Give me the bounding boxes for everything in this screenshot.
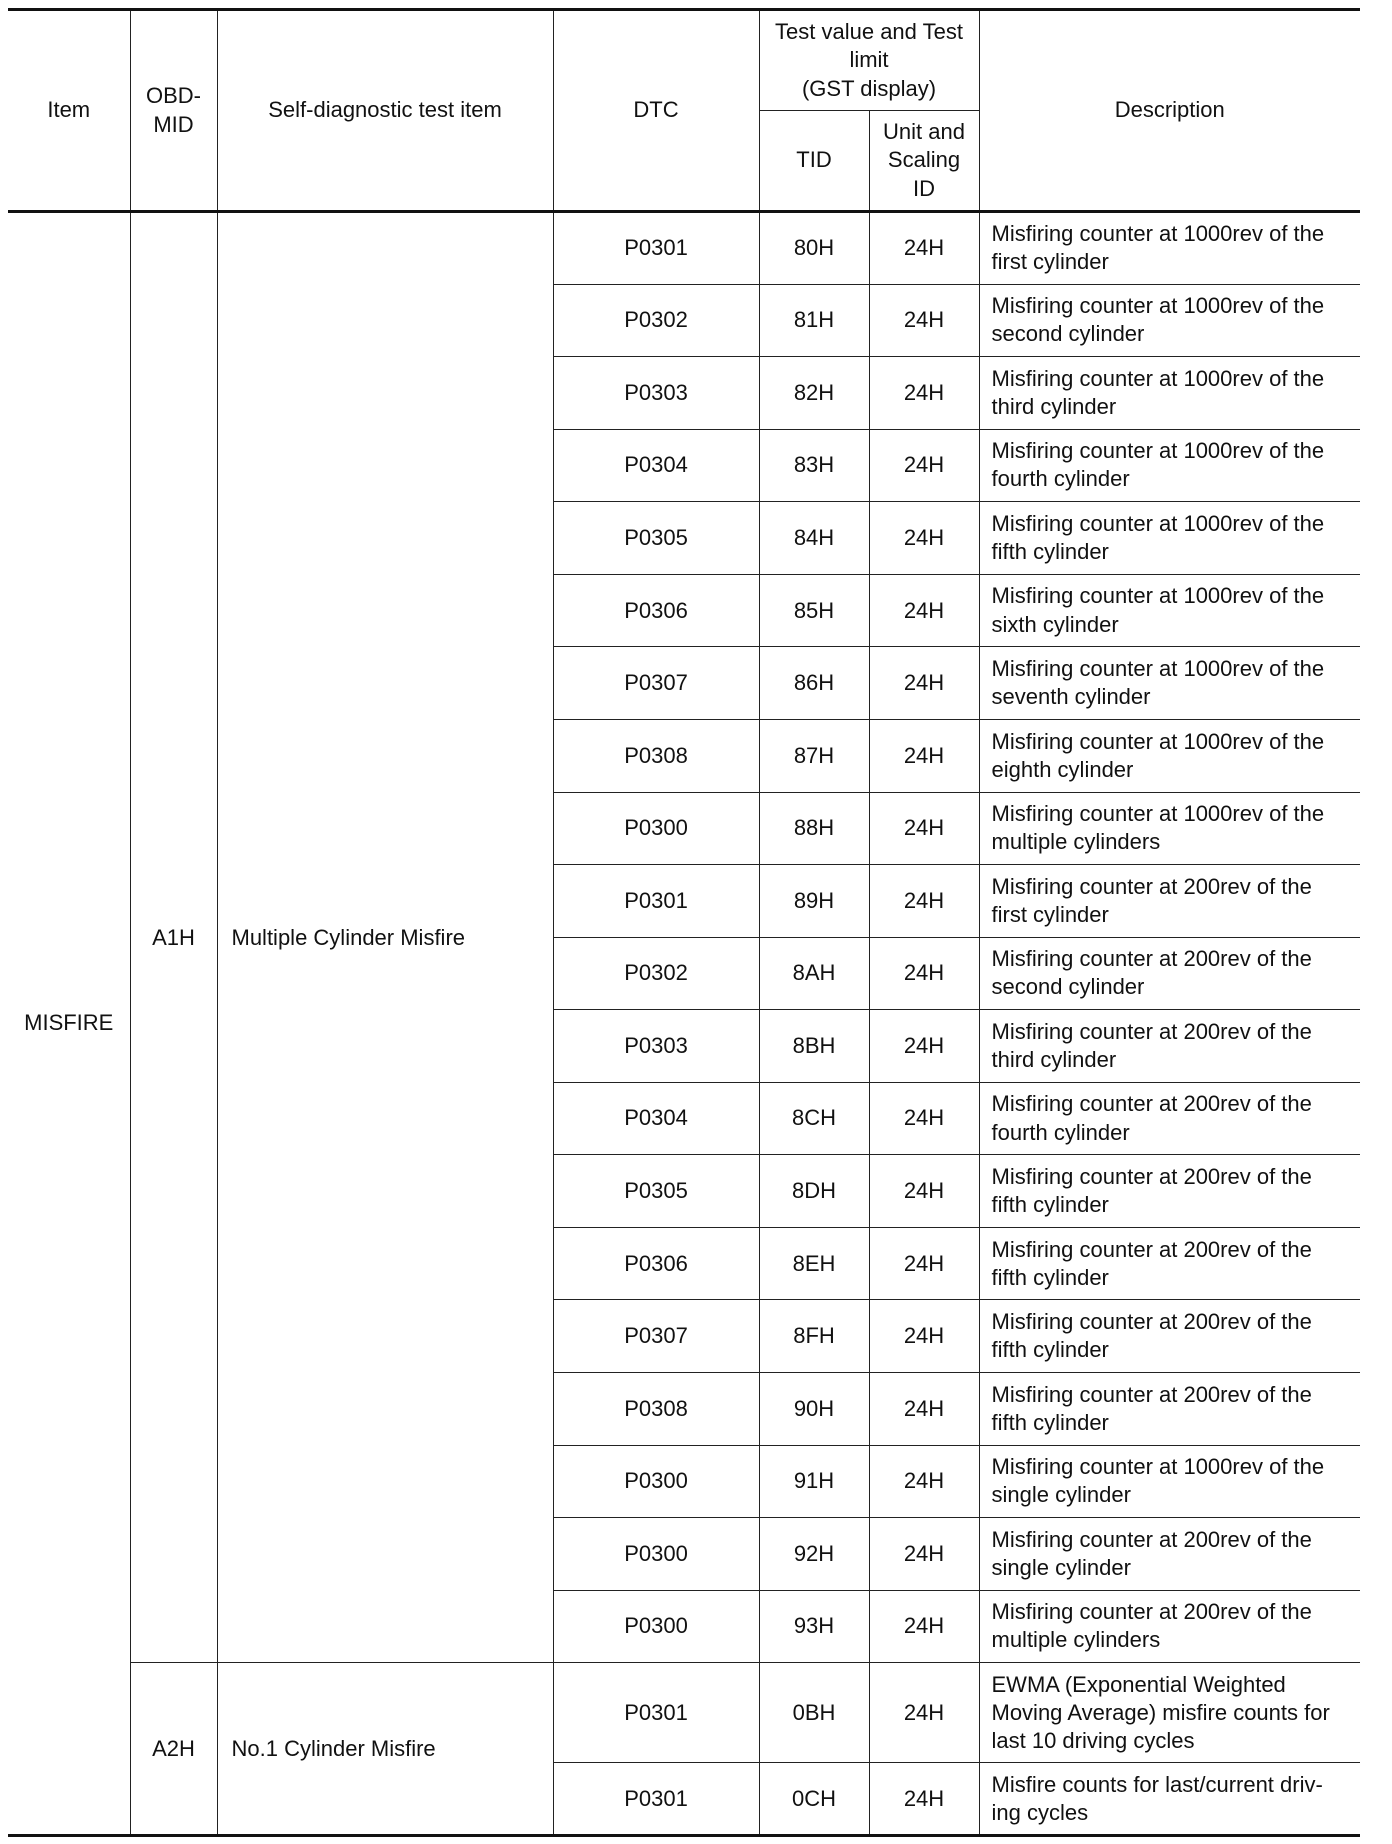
tid-cell: 8BH [759,1010,869,1083]
dtc-cell: P0304 [553,1082,759,1155]
description-cell: Misfiring counter at 1000rev of the multiple cylinders [979,792,1360,865]
dtc-cell: P0307 [553,1300,759,1373]
unit-scaling-cell: 24H [869,1082,979,1155]
description-cell: Misfiring counter at 200rev of the fifth cylinder [979,1155,1360,1228]
description-cell: Misfiring counter at 1000rev of the eighth cylinder [979,719,1360,792]
tid-cell: 83H [759,429,869,502]
dtc-cell: P0303 [553,1010,759,1083]
unit-scaling-cell: 24H [869,1010,979,1083]
description-cell: Misfiring counter at 200rev of the multiple cylinders [979,1590,1360,1663]
unit-scaling-cell: 24H [869,1373,979,1446]
tid-cell: 88H [759,792,869,865]
unit-scaling-cell: 24H [869,1518,979,1591]
description-cell: Misfiring counter at 200rev of the second cylinder [979,937,1360,1010]
header-self-diagnostic-test-item: Self-diagnostic test item [217,10,553,212]
tid-cell: 89H [759,865,869,938]
table-body [8,212,1360,1836]
description-cell: Misfiring counter at 1000rev of the first cylinder [979,212,1360,285]
dtc-cell: P0302 [553,937,759,1010]
tid-cell: 81H [759,284,869,357]
description-cell: Misfiring counter at 1000rev of the third cylinder [979,357,1360,430]
tid-cell: 87H [759,719,869,792]
description-cell: Misfiring counter at 200rev of the fourth cylinder [979,1082,1360,1155]
tid-cell: 8AH [759,937,869,1010]
unit-scaling-cell: 24H [869,647,979,720]
dtc-cell: P0301 [553,865,759,938]
dtc-cell: P0300 [553,1445,759,1518]
description-cell: Misfiring counter at 200rev of the fifth cylinder [979,1227,1360,1300]
description-cell: Misfiring counter at 1000rev of the sixth cylinder [979,574,1360,647]
unit-scaling-cell: 24H [869,1590,979,1663]
tid-cell: 86H [759,647,869,720]
tid-cell: 8DH [759,1155,869,1228]
tid-cell: 8CH [759,1082,869,1155]
unit-scaling-cell: 24H [869,865,979,938]
description-cell: Misfiring counter at 1000rev of the seventh cylinder [979,647,1360,720]
tid-cell: 93H [759,1590,869,1663]
unit-scaling-cell: 24H [869,1300,979,1373]
dtc-cell: P0301 [553,1663,759,1763]
tid-cell: 84H [759,502,869,575]
description-cell: Misfiring counter at 200rev of the fifth cylinder [979,1373,1360,1446]
header-dtc: DTC [553,10,759,212]
unit-scaling-cell: 24H [869,792,979,865]
tid-cell: 90H [759,1373,869,1446]
dtc-cell: P0304 [553,429,759,502]
tid-cell: 8FH [759,1300,869,1373]
table-row [8,212,1360,285]
tid-cell: 85H [759,574,869,647]
description-cell: EWMA (Exponential Weighted Moving Average) misfire counts for last 10 driving cycles [979,1663,1360,1763]
description-cell: Misfiring counter at 1000rev of the fifth cylinder [979,502,1360,575]
header-item: Item [8,10,130,212]
tid-cell: 92H [759,1518,869,1591]
unit-scaling-cell: 24H [869,502,979,575]
dtc-cell: P0301 [553,1763,759,1836]
description-cell: Misfiring counter at 1000rev of the second cylinder [979,284,1360,357]
unit-scaling-cell: 24H [869,719,979,792]
unit-scaling-cell: 24H [869,212,979,285]
tid-cell: 82H [759,357,869,430]
header-obd-mid: OBD- MID [130,10,217,212]
tid-cell: 0BH [759,1663,869,1763]
header-tid: TID [759,111,869,212]
unit-scaling-cell: 24H [869,574,979,647]
unit-scaling-cell: 24H [869,937,979,1010]
self-diagnostic-test-item-cell: Multiple Cylinder Misfire [217,212,553,1663]
dtc-cell: P0300 [553,792,759,865]
header-test-value-group: Test value and Test limit (GST display) [759,10,979,111]
description-cell: Misfiring counter at 1000rev of the fourth cylinder [979,429,1360,502]
unit-scaling-cell: 24H [869,1763,979,1836]
table-row [8,1663,1360,1763]
dtc-cell: P0301 [553,212,759,285]
unit-scaling-cell: 24H [869,284,979,357]
description-cell: Misfiring counter at 1000rev of the single cylinder [979,1445,1360,1518]
description-cell: Misfiring counter at 200rev of the fifth cylinder [979,1300,1360,1373]
obd-misfire-table [8,8,1360,1837]
dtc-cell: P0305 [553,502,759,575]
dtc-cell: P0305 [553,1155,759,1228]
unit-scaling-cell: 24H [869,357,979,430]
unit-scaling-cell: 24H [869,1227,979,1300]
tid-cell: 91H [759,1445,869,1518]
dtc-cell: P0308 [553,719,759,792]
unit-scaling-cell: 24H [869,429,979,502]
dtc-cell: P0308 [553,1373,759,1446]
dtc-cell: P0306 [553,1227,759,1300]
unit-scaling-cell: 24H [869,1155,979,1228]
obd-mid-cell: A1H [130,212,217,1663]
obd-mid-cell: A2H [130,1663,217,1836]
tid-cell: 8EH [759,1227,869,1300]
tid-cell: 80H [759,212,869,285]
self-diagnostic-test-item-cell: No.1 Cylinder Misfire [217,1663,553,1836]
header-description: Description [979,10,1360,212]
description-cell: Misfiring counter at 200rev of the single cylinder [979,1518,1360,1591]
tid-cell: 0CH [759,1763,869,1836]
description-cell: Misfiring counter at 200rev of the third cylinder [979,1010,1360,1083]
dtc-cell: P0307 [553,647,759,720]
unit-scaling-cell: 24H [869,1663,979,1763]
dtc-cell: P0306 [553,574,759,647]
header-unit-scaling-id: Unit and Scaling ID [869,111,979,212]
dtc-cell: P0300 [553,1518,759,1591]
dtc-cell: P0300 [553,1590,759,1663]
description-cell: Misfiring counter at 200rev of the first cylinder [979,865,1360,938]
description-cell: Misfire counts for last/current driv-ing cycles [979,1763,1360,1836]
item-cell: MISFIRE [8,212,130,1836]
unit-scaling-cell: 24H [869,1445,979,1518]
dtc-cell: P0302 [553,284,759,357]
dtc-cell: P0303 [553,357,759,430]
